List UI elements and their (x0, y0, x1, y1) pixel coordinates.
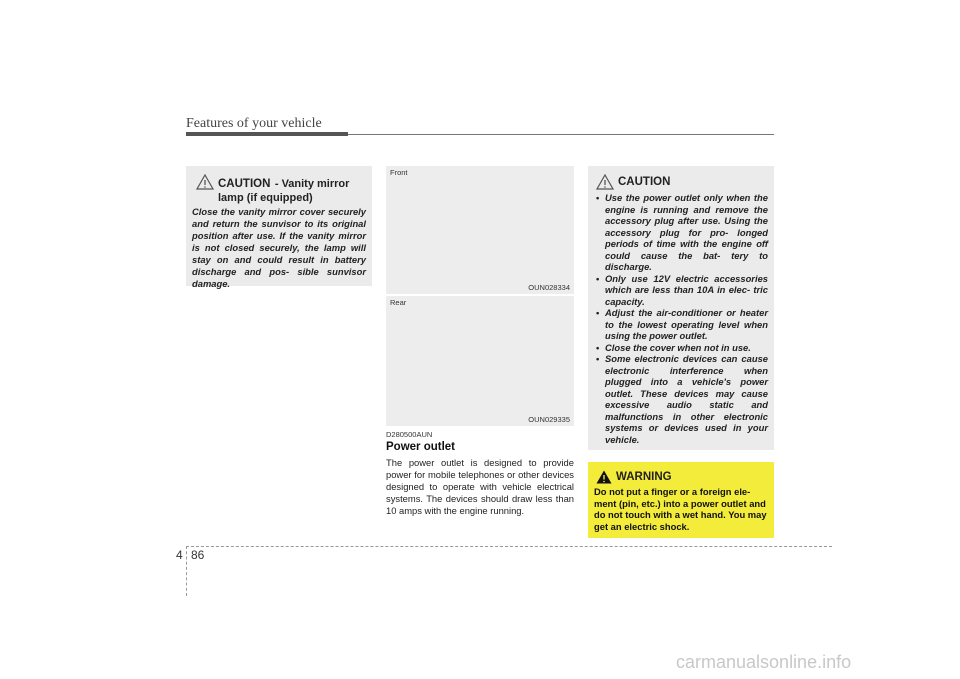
vanity-caution-subtitle: - Vanity mirror (274, 178, 350, 190)
header-rule-thin (348, 134, 774, 135)
caution-item: • Only use 12V electric accessories which are less than 10A in elec- tric capacity. (596, 273, 768, 308)
outlet-caution-list (588, 192, 774, 445)
warning-body: Do not put a finger or a foreign ele- ment (pin, etc.) into a power outlet and do not touch with a wet hand. You may get an electric shock. (594, 486, 767, 532)
header-rule-thick (186, 132, 348, 136)
warning-triangle-icon (196, 174, 214, 190)
caution-item: • Adjust the air-conditioner or heater to the lowest operating level when using the power outlet. (596, 307, 768, 342)
vanity-caution-body: Close the vanity mirror cover securely and return the sunvisor to its original position after use. If the vanity mirror is not closed securely, the lamp will stay on and could result in battery discharge and pos- sible sunvisor damage. (192, 206, 366, 289)
front-outlet-image (386, 166, 574, 294)
warning-title: WARNING (616, 471, 672, 483)
vanity-caution-subtitle-line2: lamp (if equipped) (218, 192, 313, 204)
electric-shock-warning-panel (588, 462, 774, 538)
chapter-number: 4 (176, 548, 183, 562)
page-header-title: Features of your vehicle (186, 116, 322, 131)
rear-image-code: OUN029335 (528, 415, 570, 424)
watermark: carmanualsonline.info (676, 652, 852, 672)
vanity-caution-header (196, 174, 372, 204)
section-title: Power outlet (386, 441, 456, 453)
rear-image-label: Rear (390, 298, 407, 307)
outlet-caution-title: CAUTION (618, 176, 671, 188)
section-code: D280500AUN (386, 430, 433, 439)
front-image-code: OUN028334 (528, 283, 570, 292)
vanity-mirror-caution-panel (186, 166, 372, 289)
section-body: The power outlet is designed to provide power for mobile telephones or other devices designed to operate with vehicle electrical systems. The devices should draw less than 10 amps with the engine running. (386, 457, 574, 516)
warning-filled-triangle-icon (596, 470, 612, 484)
footer-dashed-rule (186, 546, 832, 547)
warning-triangle-icon (596, 174, 614, 190)
caution-item: • Use the power outlet only when the engine is running and remove the accessory plug after use. Using the accessory plug for pro- longed periods of time with the engine off could cause the bat- tery to discharge. (596, 192, 768, 273)
power-outlet-caution-panel (588, 166, 774, 450)
front-image-label: Front (390, 168, 408, 177)
outlet-caution-header (596, 174, 774, 190)
page-number: 86 (191, 548, 205, 562)
caution-item: • Some electronic devices can cause electronic interference when plugged into a vehicle's power outlet. These devices may cause excessive audio static and malfunctions in other electronic systems or devices used in your vehicle. (596, 353, 768, 445)
footer-dashed-divider (186, 546, 187, 596)
caution-item: • Close the cover when not in use. (596, 342, 768, 354)
rear-outlet-image (386, 296, 574, 426)
warning-header (596, 470, 774, 484)
vanity-caution-title: CAUTION (218, 178, 271, 190)
